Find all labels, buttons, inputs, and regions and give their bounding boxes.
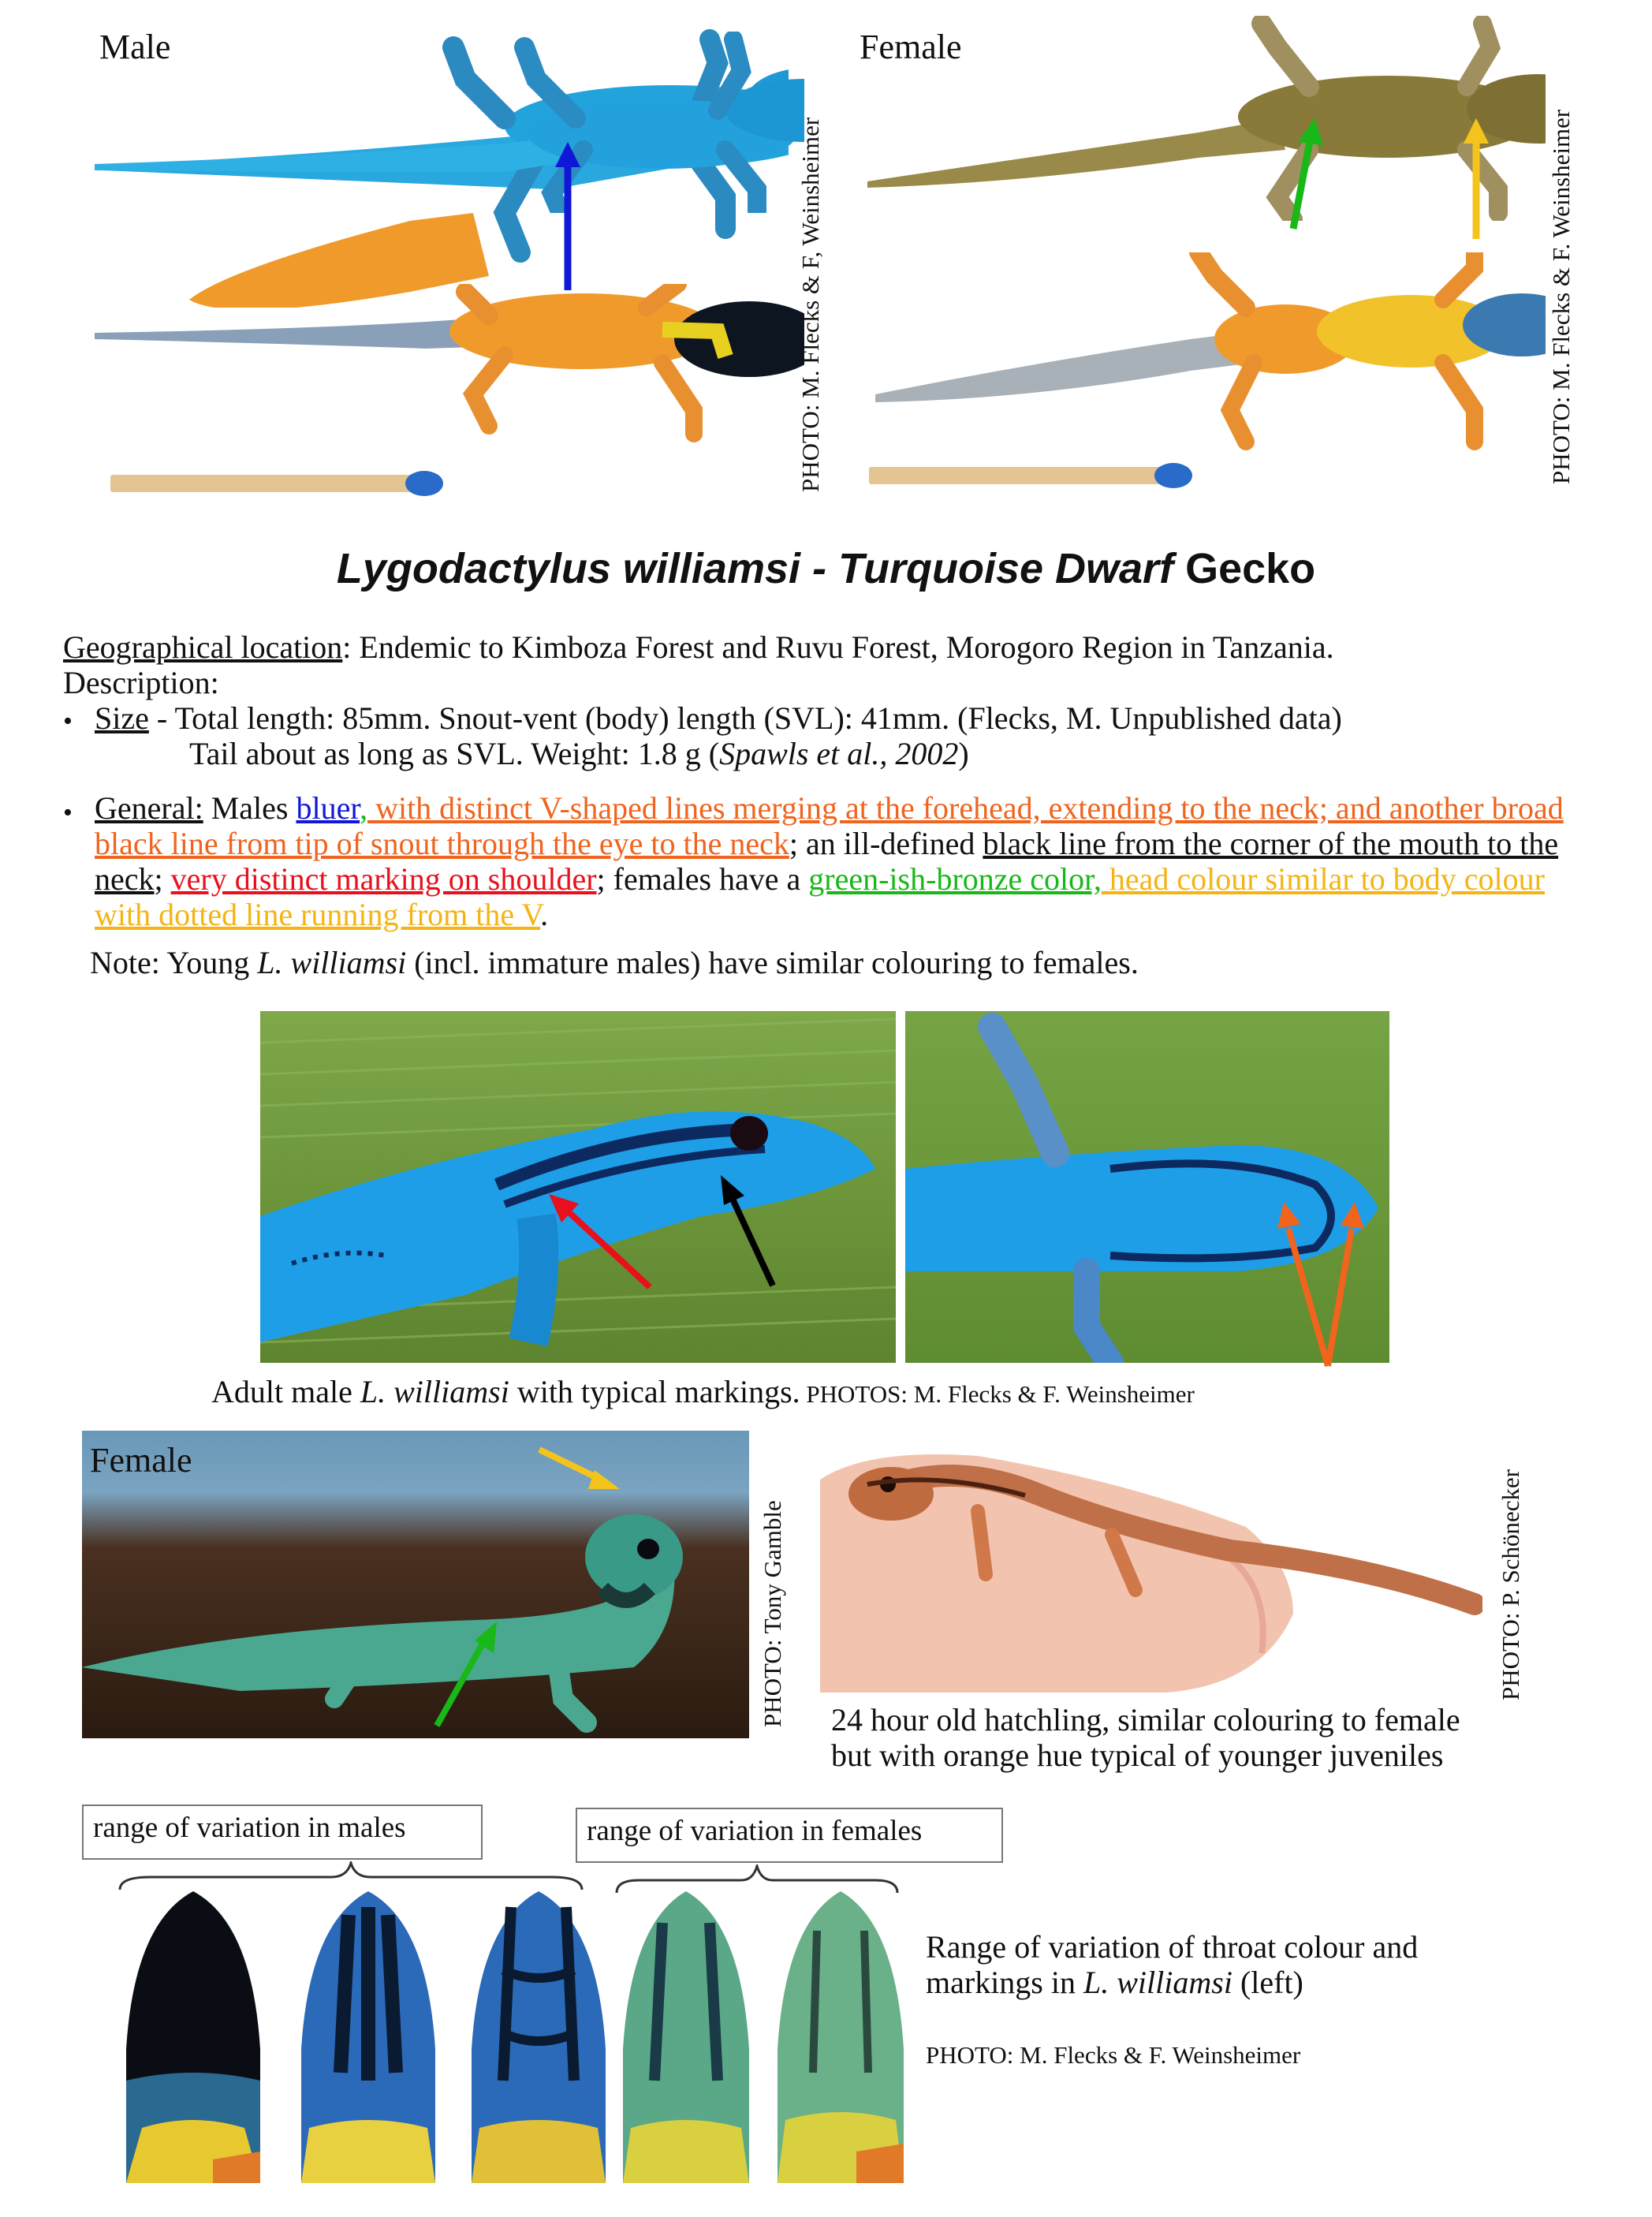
adult-caption-credit: PHOTOS: M. Flecks & F. Weinsheimer (800, 1380, 1195, 1408)
page-title (0, 544, 1652, 593)
general-comma: , (360, 790, 368, 826)
general-bluer: bluer (296, 790, 360, 826)
hatchling-caption-2: but with orange hue typical of younger juveniles (831, 1737, 1444, 1773)
female-ventral-gecko (875, 252, 1546, 457)
male-throat-2 (293, 1891, 443, 2183)
geo-label: Geographical location (63, 629, 343, 665)
adult-caption-b: with typical markings. (509, 1374, 800, 1409)
general-label: General: (95, 790, 203, 826)
variation-side-italic: L. williamsi (1083, 1965, 1232, 2000)
female-label-top: Female (860, 28, 962, 66)
note-text-2: (incl. immature males) have similar colouring to females. (406, 945, 1139, 980)
note-line (90, 945, 1139, 980)
female-throat-2 (770, 1891, 912, 2183)
size-text-2: Tail about as long as SVL. Weight: 1.8 g ( (189, 736, 720, 771)
size-line-2 (95, 736, 1609, 771)
adult-male-caption (211, 1374, 1195, 1412)
general-text-5: . (540, 897, 549, 932)
male-throat-1 (118, 1891, 268, 2183)
credit-schoenecker: PHOTO: P. Schönecker (1497, 1469, 1524, 1700)
general-bullet: • (63, 798, 73, 827)
desc-label: Description: (63, 665, 219, 700)
variation-side-line-1: Range of variation of throat colour and (926, 1929, 1419, 1965)
matchstick-male (110, 468, 449, 500)
credit-gamble: PHOTO: Tony Gamble (759, 1500, 786, 1727)
general-shoulder: very distinct marking on shoulder (170, 861, 597, 897)
title-tail: Gecko (1173, 545, 1316, 592)
general-black-line: black line from the corner of the mouth to the neck (95, 826, 1559, 897)
male-ventral-gecko (95, 284, 804, 457)
males-bracket (118, 1861, 584, 1893)
general-v-lines: with distinct V-shaped lines merging at the forehead, extending to the neck; and another broad black line from tip of snout through the eye to the neck (95, 790, 1564, 861)
info-block (63, 629, 1609, 700)
size-bullet: • (63, 707, 73, 736)
size-text-1: - Total length: 85mm. Snout-vent (body) length (SVL): 41mm. (Flecks, M. Unpublished data) (148, 700, 1342, 736)
hatchling-photo (820, 1432, 1482, 1693)
black-arrow (718, 1174, 781, 1292)
females-range-box: range of variation in females (576, 1808, 1003, 1863)
female-green-arrow (1281, 117, 1328, 235)
variation-side-line-2 (926, 1965, 1418, 2000)
hatchling-caption (831, 1702, 1460, 1773)
adult-caption-italic: L. williamsi (360, 1374, 509, 1409)
general-yellow: head colour similar to body colour with dotted line running from the V (95, 861, 1545, 932)
female-dorsal-gecko (867, 16, 1546, 221)
variation-side-2b: (left) (1232, 1965, 1303, 2000)
credit-male-top: PHOTO: M. Flecks & F, Weinsheimer (796, 117, 824, 492)
female-photo-label: Female (90, 1441, 192, 1480)
credit-female-top: PHOTO: M. Flecks & F. Weinsheimer (1547, 109, 1575, 484)
variation-credit: PHOTO: M. Flecks & F. Weinsheimer (926, 2041, 1301, 2069)
adult-male-side-photo (260, 1011, 896, 1363)
variation-side-2a: markings in (926, 1965, 1083, 2000)
male-throat-3 (464, 1891, 613, 2183)
male-label: Male (99, 28, 171, 66)
orange-v-arrows (1273, 1200, 1367, 1374)
note-text-1: Note: Young (90, 945, 258, 980)
variation-side-text (926, 1929, 1418, 2000)
general-text-4: ; females have a (596, 861, 809, 897)
geo-text: : Endemic to Kimboza Forest and Ruvu Forest, Morogoro Region in Tanzania. (342, 629, 1334, 665)
geo-line (63, 629, 1609, 665)
size-label: Size (95, 700, 149, 736)
general-text-1: Males (203, 790, 296, 826)
female-photo-yellow-arrow (536, 1445, 623, 1492)
size-ref: Spawls et al., 2002 (719, 736, 959, 771)
hatchling-caption-1: 24 hour old hatchling, similar colouring to female (831, 1702, 1460, 1737)
general-green: green-ish-bronze color, (808, 861, 1102, 897)
males-range-box: range of variation in males (82, 1805, 483, 1860)
general-text-3: ; (154, 861, 171, 897)
note-italic: L. williamsi (257, 945, 407, 980)
size-line-1 (95, 700, 1609, 736)
male-blue-arrow (552, 140, 584, 298)
female-photo-green-arrow (431, 1620, 502, 1730)
female-yellow-arrow (1460, 117, 1492, 243)
general-block (95, 790, 1601, 932)
title-species: Lygodactylus williamsi - Turquoise Dwarf (336, 545, 1174, 592)
adult-caption-a: Adult male (211, 1374, 360, 1409)
size-close: ) (958, 736, 969, 771)
size-block (95, 700, 1609, 771)
general-text-2: ; an ill-defined (789, 826, 983, 861)
female-throat-1 (615, 1891, 757, 2183)
male-dorsal-gecko (95, 32, 804, 213)
red-arrow (546, 1191, 656, 1293)
matchstick-female (869, 461, 1200, 492)
